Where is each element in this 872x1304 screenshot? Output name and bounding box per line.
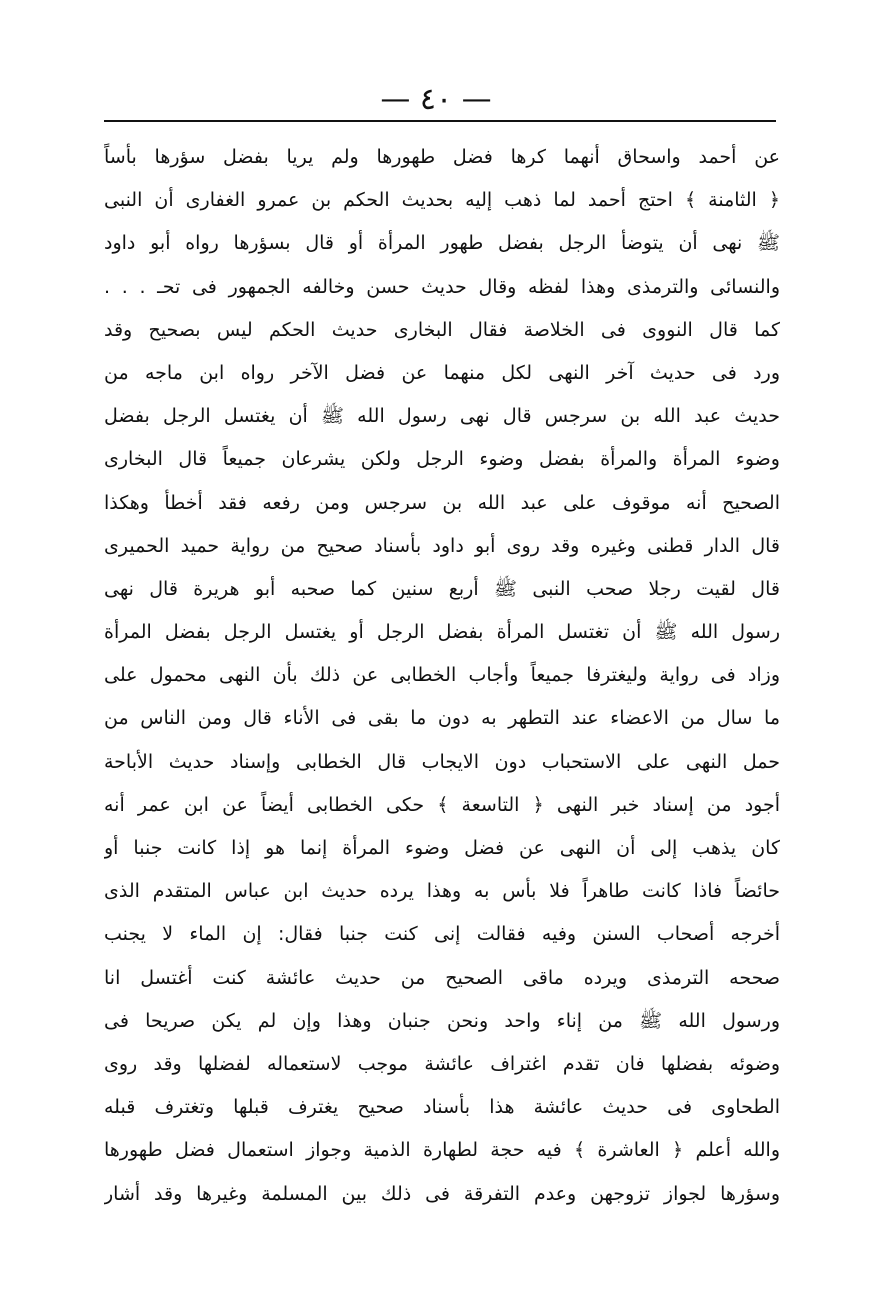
text-line: ﷺ نهى أن يتوضأ الرجل بفضل طهور المرأة أو قال بسؤرها رواه أبو داود xyxy=(104,232,780,255)
page-number: — ٤٠ — xyxy=(380,82,492,117)
text-line: حائضاً فاذا كانت طاهراً فلا بأس به وهذا يرده حديث ابن عباس المتقدم الذى xyxy=(104,880,780,903)
text-line: الطحاوى فى حديث عائشة هذا بأسناد صحيح يغترف قبلها وتغترف قبله xyxy=(104,1096,780,1119)
header-rule xyxy=(104,120,776,122)
text-line: والله أعلم ﴿ العاشرة ﴾ فيه حجة لطهارة الذمية وجواز استعمال فضل طهورها xyxy=(104,1139,780,1162)
text-line: صححه الترمذى ويرده ماقى الصحيح من حديث عائشة كنت أغتسل انا xyxy=(104,966,780,989)
text-line: ورد فى حديث آخر النهى لكل منهما عن فضل الآخر رواه ابن ماجه من xyxy=(104,361,780,384)
text-line: كان يذهب إلى أن النهى عن فضل وضوء المرأة إنما هو إذا كانت جنبا أو xyxy=(104,837,780,859)
text-line: والنسائى والترمذى وهذا لفظه وقال حديث حسن وخالفه الجمهور فى تحـ . . . xyxy=(104,275,780,298)
text-line: وسؤرها لجواز تزوجهن وعدم التفرقة فى ذلك بين المسلمة وغيرها وقد أشار xyxy=(104,1182,780,1205)
text-line: أخرجه أصحاب السنن وفيه فقالت إنى كنت جنبا فقال: إن الماء لا يجنب xyxy=(104,923,780,946)
text-line: حمل النهى على الاستحباب دون الايجاب قال الخطابى وإسناد حديث الأباحة xyxy=(104,750,780,773)
text-line: الصحيح أنه موقوف على عبد الله بن سرجس ومن رفعه فقد أخطأ وهكذا xyxy=(104,491,780,514)
text-line: وزاد فى رواية وليغترفا جميعاً وأجاب الخطابى عن ذلك بأن النهى محمول على xyxy=(104,664,780,687)
text-line: رسول الله ﷺ أن تغتسل المرأة بفضل الرجل أو يغتسل الرجل بفضل المرأة xyxy=(104,621,780,644)
text-line: قال لقيت رجلا صحب النبى ﷺ أربع سنين كما صحبه أبو هريرة قال نهى xyxy=(104,577,780,600)
text-line: قال الدار قطنى وغيره وقد روى أبو داود بأسناد صحيح من رواية حميد الحميرى xyxy=(104,534,780,557)
text-line: حديث عبد الله بن سرجس قال نهى رسول الله ﷺ أن يغتسل الرجل بفضل xyxy=(104,405,780,428)
text-line: وضوء المرأة والمرأة بفضل وضوء الرجل ولكن يشرعان جميعاً قال البخارى xyxy=(104,448,780,471)
text-line: ﴿ الثامنة ﴾ احتج أحمد لما ذهب إليه بحديث الحكم بن عمرو الغفارى أن النبى xyxy=(104,189,780,212)
text-line: كما قال النووى فى الخلاصة فقال البخارى حديث الحكم ليس بصحيح وقد xyxy=(104,318,780,341)
text-line: أجود من إسناد خبر النهى ﴿ التاسعة ﴾ حكى الخطابى أيضاً عن ابن عمر أنه xyxy=(104,793,780,816)
text-line: ورسول الله ﷺ من إناء واحد ونحن جنبان وهذا وإن لم يكن صريحا فى xyxy=(104,1009,780,1032)
text-line: وضوئه بفضلها فان تقدم اغتراف عائشة موجب لاستعماله لفضلها وقد روى xyxy=(104,1052,780,1075)
page-body-text xyxy=(104,136,780,1216)
text-line: عن أحمد واسحاق أنهما كرها فضل طهورها ولم يريا بفضل سؤرها بأساً xyxy=(104,146,780,168)
text-line: ما سال من الاعضاء عند التطهر به دون ما بقى فى الأناء قال ومن الناس من xyxy=(104,707,780,730)
